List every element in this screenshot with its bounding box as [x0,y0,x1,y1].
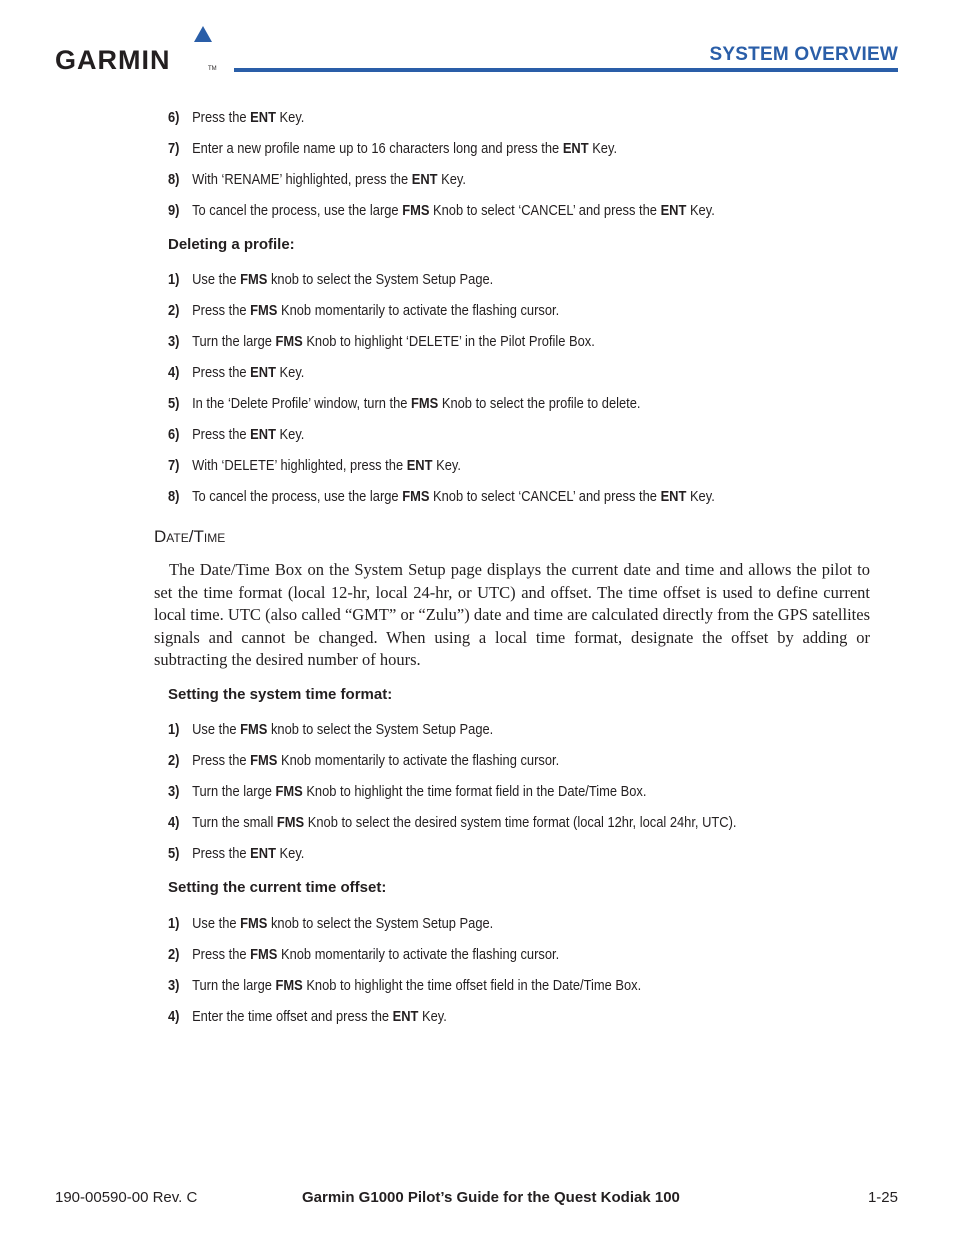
datetime-paragraph [154,559,870,672]
step-text: knob to select the System Setup Page. [267,721,494,738]
datetime-heading-t: T [193,527,204,546]
datetime-paragraph-text: The Date/Time Box on the System Setup page displays the current date and time and allows the pilot to set the time format (local 12-hr, local 24-hr, or UTC) and offset. The time offset is used to define current local time. UTC (also called “GMT” or “Zulu”) date and time are calculated directly from the GPS satellites signals and cannot be changed. When using a local time format, designate the offset by adding or subtracting the desired number of hours. [154,560,870,669]
step-key-name: ENT [250,109,276,126]
step-number: 1) [168,915,180,932]
step-item [168,719,493,741]
step-number: 6) [168,426,180,443]
step-key-name: FMS [276,814,305,831]
step-text: Press the [192,845,251,862]
step-item [168,331,595,353]
step-text: Knob to select the desired system time format (local 12hr, local 24hr, UTC). [304,814,737,831]
step-text: Press the [192,302,251,319]
datetime-heading [154,527,225,547]
step-number: 5) [168,845,180,862]
time-format-heading: Setting the system time format: [168,686,393,703]
step-text: Press the [192,109,251,126]
step-number: 3) [168,783,180,800]
step-text: Press the [192,752,251,769]
footer-doc-number: 190-00590-00 Rev. C [55,1189,198,1206]
step-text: Key. [275,109,305,126]
step-key-name: FMS [240,271,268,288]
step-text: Enter a new profile name up to 16 characters long and press the [192,140,563,157]
step-item [168,944,559,966]
step-number: 6) [168,109,180,126]
step-text: With ‘RENAME’ highlighted, press the [192,171,412,188]
step-number: 8) [168,171,180,188]
step-item [168,300,559,322]
step-text: Turn the small [192,814,277,831]
step-item [168,424,304,446]
step-item [168,812,737,834]
datetime-heading-ime: IME [203,531,226,545]
step-text: knob to select the System Setup Page. [267,271,494,288]
step-item [168,455,461,477]
step-item [168,138,617,160]
step-text: Key. [588,140,618,157]
step-key-name: FMS [402,488,430,505]
step-text: In the ‘Delete Profile’ window, turn the [192,395,412,412]
step-number: 4) [168,1008,180,1025]
step-text: Use the [192,721,241,738]
step-text: Knob to select ‘CANCEL’ and press the [429,488,661,505]
step-number: 3) [168,977,180,994]
datetime-heading-d: D [154,527,167,546]
step-text: Use the [192,271,241,288]
step-number: 7) [168,457,180,474]
step-key-name: ENT [406,457,433,474]
footer-page-number: 1-25 [867,1189,898,1206]
step-text: Turn the large [192,783,276,800]
step-text: Key. [275,364,305,381]
step-text: knob to select the System Setup Page. [267,915,494,932]
garmin-triangle-icon [194,26,212,42]
step-key-name: FMS [240,721,268,738]
step-item [168,362,304,384]
step-item [168,975,641,997]
step-key-name: ENT [250,845,276,862]
step-text: Knob to highlight the time format field in the Date/Time Box. [302,783,647,800]
step-text: Press the [192,426,251,443]
step-text: Knob momentarily to activate the flashing cursor. [277,946,560,963]
step-item [168,169,466,191]
step-key-name: FMS [275,977,303,994]
step-text: Key. [418,1008,447,1025]
step-key-name: FMS [402,202,430,219]
step-item [168,750,559,772]
step-key-name: FMS [275,783,303,800]
step-item [168,107,304,129]
step-text: Enter the time offset and press the [192,1008,393,1025]
step-text: Key. [437,171,466,188]
step-key-name: ENT [392,1008,419,1025]
step-number: 9) [168,202,180,219]
time-offset-heading: Setting the current time offset: [168,879,387,896]
step-number: 7) [168,140,180,157]
step-text: Key. [275,426,305,443]
step-text: Use the [192,915,241,932]
step-key-name: ENT [250,426,276,443]
step-key-name: ENT [660,488,687,505]
step-item [168,393,641,415]
step-key-name: FMS [411,395,439,412]
datetime-heading-slash: / [188,527,194,546]
step-text: Knob momentarily to activate the flashing cursor. [277,752,560,769]
step-number: 2) [168,946,180,963]
step-text: Press the [192,364,251,381]
step-number: 5) [168,395,180,412]
delete-heading: Deleting a profile: [168,236,295,253]
step-item [168,269,493,291]
step-number: 1) [168,271,180,288]
garmin-logo [55,26,220,76]
header-rule [234,68,898,72]
step-text: Key. [432,457,461,474]
step-key-name: ENT [562,140,589,157]
step-text: Knob momentarily to activate the flashing cursor. [277,302,560,319]
step-item [168,486,715,508]
step-key-name: FMS [250,302,278,319]
step-text: Key. [686,488,715,505]
section-title: SYSTEM OVERVIEW [709,44,898,65]
step-text: Turn the large [192,977,276,994]
step-text: Knob to highlight ‘DELETE’ in the Pilot Profile Box. [302,333,595,350]
step-text: Knob to select ‘CANCEL’ and press the [429,202,661,219]
step-number: 8) [168,488,180,505]
step-number: 1) [168,721,180,738]
step-key-name: ENT [250,364,276,381]
logo-trademark: TM [208,66,217,72]
step-text: To cancel the process, use the large [192,202,403,219]
step-text: Knob to highlight the time offset field in the Date/Time Box. [302,977,642,994]
step-item [168,913,493,935]
step-key-name: ENT [660,202,687,219]
step-number: 4) [168,364,180,381]
step-text: To cancel the process, use the large [192,488,403,505]
step-item [168,843,304,865]
step-text: Key. [275,845,305,862]
step-text: With ‘DELETE’ highlighted, press the [192,457,407,474]
step-item [168,781,646,803]
step-number: 2) [168,302,180,319]
step-key-name: ENT [411,171,438,188]
logo-wordmark: GARMIN [55,45,171,75]
step-number: 2) [168,752,180,769]
step-number: 3) [168,333,180,350]
datetime-heading-ate: ATE [166,531,189,545]
step-text: Knob to select the profile to delete. [438,395,641,412]
step-text: Press the [192,946,251,963]
step-key-name: FMS [250,946,278,963]
step-text: Turn the large [192,333,276,350]
step-number: 4) [168,814,180,831]
step-key-name: FMS [240,915,268,932]
step-item [168,1006,447,1028]
footer-title: Garmin G1000 Pilot’s Guide for the Quest Kodiak 100 [302,1189,680,1206]
step-key-name: FMS [250,752,278,769]
step-key-name: FMS [275,333,303,350]
step-item [168,200,715,222]
step-text: Key. [686,202,715,219]
